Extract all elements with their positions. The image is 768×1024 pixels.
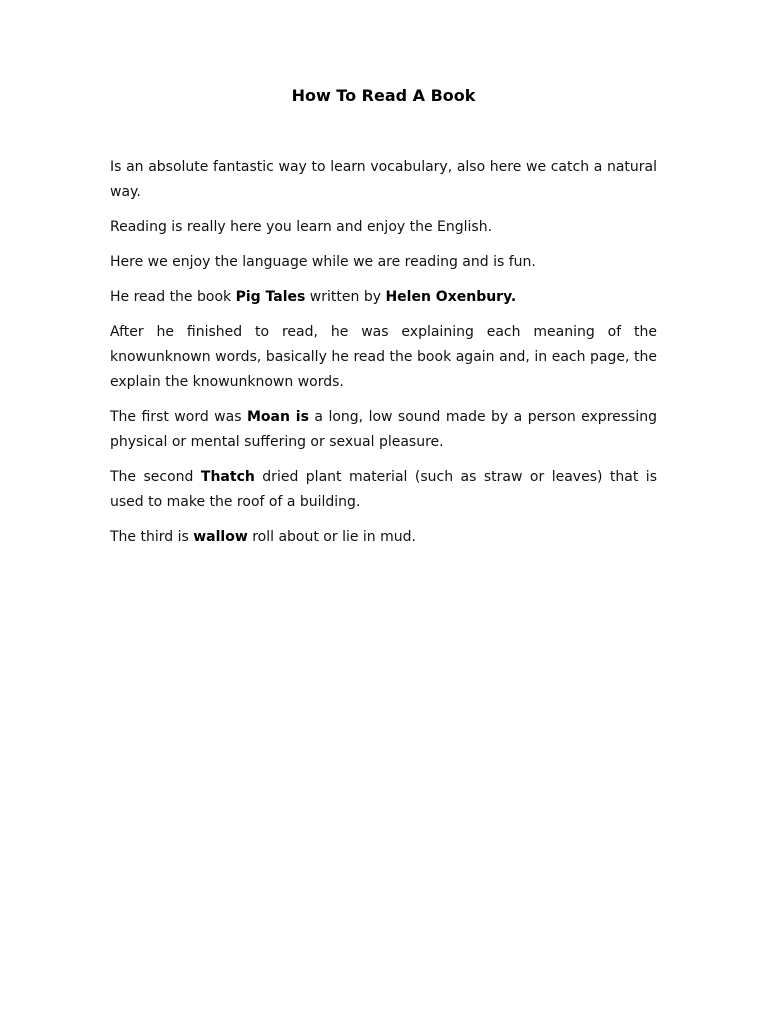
paragraph-second-word <box>110 465 657 515</box>
book-author: Helen Oxenbury. <box>385 289 517 305</box>
paragraph-explaining: After he finished to read, he was explaining each meaning of the knowunknown words, basically he read the book again and, in each page, the explain the knowunknown words. <box>110 324 657 390</box>
paragraph-reading: Reading is really here you learn and enjoy the English. <box>110 219 493 235</box>
paragraph-intro: Is an absolute fantastic way to learn vocabulary, also here we catch a natural way. <box>110 159 657 200</box>
text-segment: written by <box>305 289 386 305</box>
book-title: Pig Tales <box>235 289 306 305</box>
document-title: How To Read A Book <box>291 86 476 105</box>
paragraph-enjoy: Here we enjoy the language while we are reading and is fun. <box>110 254 536 270</box>
text-segment: dried plant material (such as straw or leaves) that is used to make the roof of a building. <box>110 469 657 510</box>
text-segment: a long, low sound made by a person expressing physical or mental suffering or sexual pleasure. <box>110 409 657 450</box>
vocab-word-moan: Moan is <box>246 409 309 425</box>
paragraph-first-word <box>110 405 657 455</box>
paragraph-book <box>110 285 657 310</box>
text-segment: He read the book <box>110 289 236 305</box>
text-segment: The second <box>110 469 201 485</box>
text-segment: The third is <box>110 529 194 545</box>
vocab-word-wallow: wallow <box>193 529 248 545</box>
text-segment: roll about or lie in mud. <box>247 529 416 545</box>
vocab-word-thatch: Thatch <box>200 469 255 485</box>
text-segment: The first word was <box>110 409 247 425</box>
paragraph-third-word <box>110 525 657 550</box>
